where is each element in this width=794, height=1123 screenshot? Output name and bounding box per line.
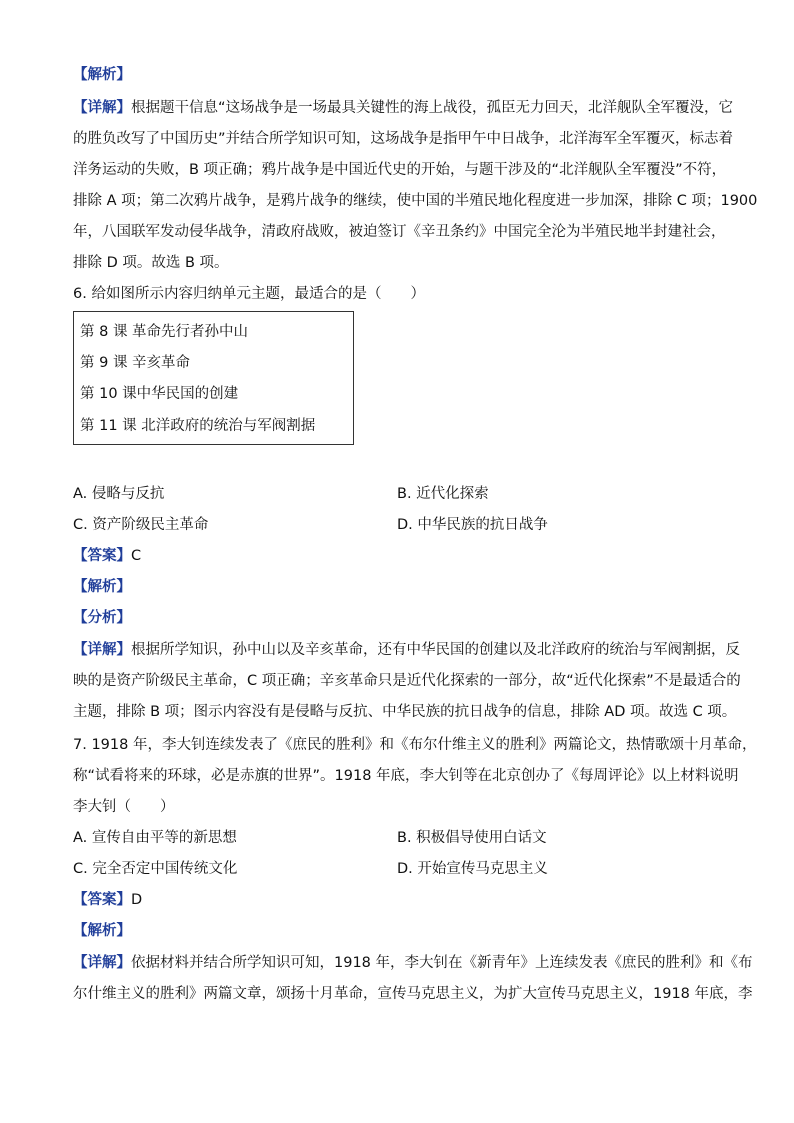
option-b: B. 积极倡导使用白话文 bbox=[397, 830, 547, 846]
answer-value: C bbox=[131, 548, 142, 564]
option-c: C. 资产阶级民主革命 bbox=[73, 517, 209, 533]
detail-line: 年，八国联军发动侵华战争，清政府战败，被迫签订《辛丑条约》中国完全沦为半殖民地半封建社会， bbox=[73, 224, 726, 240]
detail-line: 尔什维主义的胜利》两篇文章，颂扬十月革命，宣传马克思主义，为扩大宣传马克思主义，1918 年底，李 bbox=[73, 986, 753, 1002]
lesson-item: 第 10 课中华民国的创建 bbox=[80, 386, 239, 402]
detail-text: 根据题干信息“这场战争是一场最具关键性的海上战役，孤臣无力回天，北洋舰队全军覆没，它 bbox=[131, 100, 734, 116]
answer-line bbox=[73, 546, 141, 566]
detail-tag: 【详解】 bbox=[73, 100, 131, 116]
answer-line bbox=[73, 890, 142, 910]
detail-line: 排除 A 项；第二次鸦片战争，是鸦片战争的继续，使中国的半殖民地化程度进一步加深，排除 C 项；1900 bbox=[73, 193, 758, 209]
option-d: D. 中华民族的抗日战争 bbox=[397, 517, 548, 533]
detail-line bbox=[73, 640, 740, 660]
detail-line: 映的是资产阶级民主革命，C 项正确；辛亥革命只是近代化探索的一部分，故“近代化探索”不是最适合的 bbox=[73, 673, 741, 689]
detail-tag: 【详解】 bbox=[73, 642, 131, 658]
question-7-stem: 7. 1918 年，李大钊连续发表了《庶民的胜利》和《布尔什维主义的胜利》两篇论文，热情歌颂十月革命， bbox=[73, 737, 757, 753]
question-6-stem: 6. 给如图所示内容归纳单元主题，最适合的是（ ） bbox=[73, 286, 425, 302]
answer-value: D bbox=[131, 892, 143, 908]
fenxi-tag: 【分析】 bbox=[73, 610, 131, 626]
detail-line: 排除 D 项。故选 B 项。 bbox=[73, 255, 229, 271]
option-a: A. 宣传自由平等的新思想 bbox=[73, 830, 237, 846]
option-b: B. 近代化探索 bbox=[397, 486, 489, 502]
detail-text: 根据所学知识，孙中山以及辛亥革命，还有中华民国的创建以及北洋政府的统治与军阀割据，反 bbox=[131, 642, 740, 658]
detail-line: 主题，排除 B 项；图示内容没有是侵略与反抗、中华民族的抗日战争的信息，排除 AD 项。故选 C 项。 bbox=[73, 704, 737, 720]
detail-line: 洋务运动的失败，B 项正确；鸦片战争是中国近代史的开始，与题干涉及的“北洋舰队全军覆没”不符， bbox=[73, 162, 727, 178]
question-7-stem: 李大钊（ ） bbox=[73, 799, 175, 815]
answer-tag: 【答案】 bbox=[73, 548, 131, 564]
detail-text: 依据材料并结合所学知识可知，1918 年，李大钊在《新青年》上连续发表《庶民的胜利》和《布 bbox=[131, 955, 753, 971]
lesson-item: 第 11 课 北洋政府的统治与军阀割据 bbox=[80, 418, 316, 434]
analysis-tag: 【解析】 bbox=[73, 67, 131, 83]
detail-tag: 【详解】 bbox=[73, 955, 131, 971]
detail-line bbox=[73, 98, 733, 118]
detail-line: 的胜负改写了中国历史”并结合所学知识可知，这场战争是指甲午中日战争，北洋海军全军覆灭，标志着 bbox=[73, 131, 734, 147]
answer-tag: 【答案】 bbox=[73, 892, 131, 908]
detail-line bbox=[73, 953, 753, 973]
analysis-tag: 【解析】 bbox=[73, 579, 131, 595]
option-c: C. 完全否定中国传统文化 bbox=[73, 861, 238, 877]
option-a: A. 侵略与反抗 bbox=[73, 486, 165, 502]
lesson-list-box bbox=[73, 311, 354, 445]
lesson-item: 第 8 课 革命先行者孙中山 bbox=[80, 324, 249, 340]
question-7-stem: 称“试看将来的环球，必是赤旗的世界”。1918 年底，李大钊等在北京创办了《每周评论》以上材料说明 bbox=[73, 768, 739, 784]
analysis-tag: 【解析】 bbox=[73, 923, 131, 939]
option-d: D. 开始宣传马克思主义 bbox=[397, 861, 548, 877]
lesson-item: 第 9 课 辛亥革命 bbox=[80, 355, 191, 371]
